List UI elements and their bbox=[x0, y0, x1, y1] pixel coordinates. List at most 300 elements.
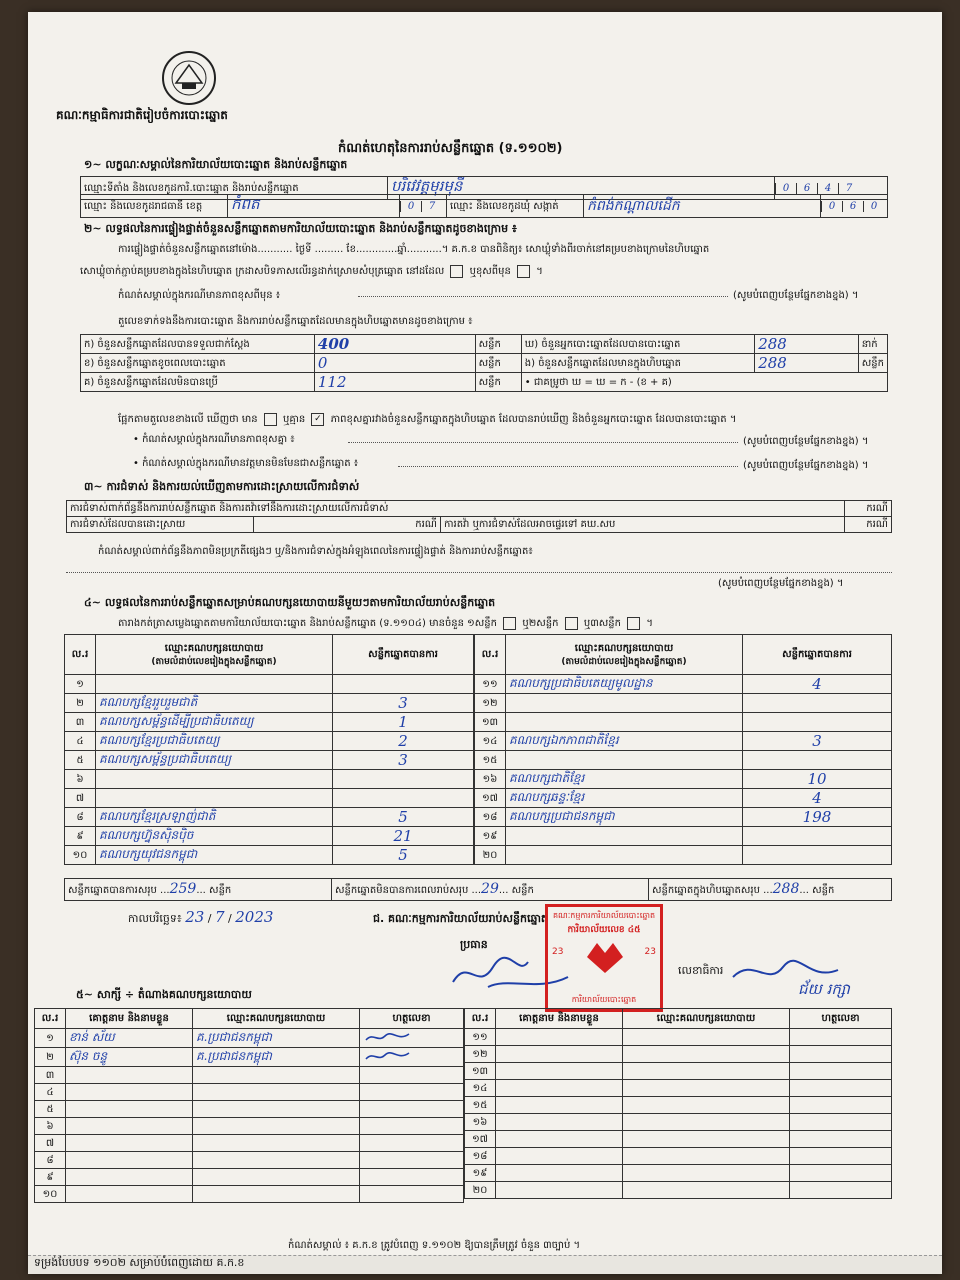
col-no: ល.រ bbox=[475, 635, 506, 675]
col-party bbox=[506, 635, 743, 675]
witness-name-cell bbox=[66, 1048, 193, 1067]
party-cell bbox=[506, 808, 743, 827]
party-cell bbox=[96, 694, 333, 713]
no-difference-checkbox[interactable]: ✓ bbox=[311, 413, 324, 426]
formula-note: • ជាគម្រូថា ឃ = ឃ = ក - (ខ + គ) bbox=[521, 373, 887, 392]
changed-option-label: ឬខុសពីមុន bbox=[469, 266, 511, 277]
witness-name: ខាន់ ស័យ bbox=[69, 1030, 115, 1044]
party-name: គណបក្សសម្ព័ន្ធប្រជាធិបតេយ្យ bbox=[99, 752, 232, 766]
difference-note-2-line bbox=[348, 442, 738, 443]
valid-total-value: 259 bbox=[169, 881, 197, 897]
votes-value: 21 bbox=[393, 827, 413, 845]
col-sign: ហត្ថលេខា bbox=[360, 1009, 464, 1029]
votes-cell bbox=[333, 713, 474, 732]
row-number: ១២ bbox=[475, 694, 506, 713]
row-number: ១៤ bbox=[465, 1080, 496, 1097]
unit-label: សន្លឹក bbox=[209, 885, 232, 896]
party-cell bbox=[506, 789, 743, 808]
witness-row bbox=[465, 1131, 892, 1148]
col-no: ល.រ bbox=[465, 1009, 496, 1029]
col-sign: ហត្ថលេខា bbox=[790, 1009, 892, 1029]
location-code-digit: 0 bbox=[775, 183, 796, 194]
location-code-digit: 6 bbox=[796, 183, 817, 194]
case-label: ករណី bbox=[254, 517, 441, 533]
results-table-right bbox=[474, 634, 892, 865]
two-sheet-checkbox[interactable] bbox=[565, 617, 578, 630]
witness-signature-cell bbox=[360, 1067, 464, 1084]
commune-value: កំពង់កណ្តាលដើក bbox=[587, 197, 680, 214]
party-cell bbox=[96, 808, 333, 827]
party-name: គណបក្សខ្មែរស្រឡាញ់ជាតិ bbox=[99, 809, 216, 823]
witness-name-cell bbox=[66, 1101, 193, 1118]
witness-row bbox=[465, 1165, 892, 1182]
witness-party-cell bbox=[193, 1152, 360, 1169]
date-year: 2023 bbox=[235, 908, 274, 926]
result-row bbox=[65, 827, 474, 846]
result-row bbox=[65, 808, 474, 827]
witness-name: ស៊ុន ចន្ទូ bbox=[69, 1049, 108, 1063]
commune-code-digit: 0 bbox=[821, 201, 842, 212]
row-number: ២០ bbox=[475, 846, 506, 865]
box-total-label: សន្លឹកឆ្នោតក្នុងហិបឆ្នោតសរុប bbox=[652, 885, 760, 896]
party-cell bbox=[506, 846, 743, 865]
result-row bbox=[475, 675, 892, 694]
witness-name-cell bbox=[66, 1118, 193, 1135]
difference-note-label: កំណត់សម្គាល់ក្នុងករណីមានភាពខុសពីមុន ៖ bbox=[118, 290, 281, 301]
votes-cell bbox=[743, 732, 892, 751]
commune-code-digit: 0 bbox=[863, 201, 884, 212]
figure-label: ង) ចំនួនសន្លឹកឆ្នោតដែលមានក្នុងហិបឆ្នោត bbox=[521, 354, 754, 373]
witness-row bbox=[465, 1148, 892, 1165]
party-name: គណបក្សខ្មែរប្រជាធិបតេយ្យ bbox=[99, 733, 220, 747]
result-row bbox=[475, 789, 892, 808]
col-no: ល.រ bbox=[65, 635, 96, 675]
discrepancy-line bbox=[118, 412, 736, 427]
ballot-count-form bbox=[28, 12, 942, 1274]
votes-cell bbox=[333, 694, 474, 713]
section-3-heading: ៣~ ការជំទាស់ និងការយល់ឃើញតាមការដោះស្រាយលើការជំទាស់ bbox=[84, 480, 360, 493]
tally-intro-text: តារាងកត់ត្រាសម្លេងឆ្នោតតាមការិយាល័យបោះឆ្នោត និងរាប់សន្លឹកឆ្នោត (ទ.១១០៤) មានចំនួន ១សន្លឹក bbox=[118, 618, 497, 629]
party-cell bbox=[96, 675, 333, 694]
col-votes: សន្លឹកឆ្នោតបានការ bbox=[743, 635, 892, 675]
committee-label: ជ. គណៈកម្មការការិយាល័យរាប់សន្លឹកឆ្នោត bbox=[373, 912, 548, 925]
witness-party: គ.ប្រជាជនកម្ពុជា bbox=[196, 1049, 272, 1063]
case-label: ករណី bbox=[845, 501, 892, 517]
witness-party-cell bbox=[193, 1048, 360, 1067]
invalid-total: សន្លឹកឆ្នោតមិនបានការពេលរាប់សរុប ...29... សន្លឹក bbox=[332, 879, 649, 901]
date-month: 7 bbox=[215, 908, 225, 926]
witness-party-cell bbox=[623, 1080, 790, 1097]
invalid-total-value: 29 bbox=[481, 881, 499, 897]
resolved-label: ការជំទាស់ដែលបានដោះស្រាយ bbox=[67, 517, 254, 533]
stamp-text-bottom: ការិយាល័យបោះឆ្នោត bbox=[571, 995, 637, 1004]
witness-row bbox=[35, 1067, 464, 1084]
col-party: ឈ្មោះគណបក្សនយោបាយ bbox=[623, 1009, 790, 1029]
row-number: ១ bbox=[65, 675, 96, 694]
result-row bbox=[475, 713, 892, 732]
party-cell bbox=[506, 675, 743, 694]
witness-party-cell bbox=[623, 1029, 790, 1046]
party-cell bbox=[96, 770, 333, 789]
witness-signature-cell bbox=[360, 1152, 464, 1169]
valid-total: សន្លឹកឆ្នោតបានការសរុប ...259... សន្លឹក bbox=[65, 879, 332, 901]
row-number: ៩ bbox=[35, 1169, 66, 1186]
result-row bbox=[65, 713, 474, 732]
unit-label: សន្លឹក bbox=[511, 885, 534, 896]
witness-name-cell bbox=[496, 1029, 623, 1046]
row-number: ១៣ bbox=[465, 1063, 496, 1080]
row-number: ១៥ bbox=[465, 1097, 496, 1114]
unit-label: សន្លឹក bbox=[812, 885, 835, 896]
witness-row bbox=[35, 1152, 464, 1169]
witness-name-cell bbox=[496, 1165, 623, 1182]
votes-cell bbox=[333, 789, 474, 808]
figure-value: 0 bbox=[317, 354, 328, 372]
form-note: កំណត់សម្គាល់ ៖ គ.ក.ខ ត្រូវបំពេញ ទ.១១០២ ឱ្យបានត្រឹមត្រូវ ចំនួន ៣ច្បាប់ ។ bbox=[288, 1240, 581, 1251]
row-number: ១២ bbox=[465, 1046, 496, 1063]
votes-cell bbox=[333, 770, 474, 789]
witness-row bbox=[35, 1084, 464, 1101]
party-name: គណបក្សជាតិខ្មែរ bbox=[509, 771, 585, 785]
witness-name-cell bbox=[496, 1148, 623, 1165]
witness-party-cell bbox=[193, 1169, 360, 1186]
col-party-sub: (តាមលំដាប់លេខរៀងក្នុងសន្លឹកឆ្នោត) bbox=[561, 656, 687, 667]
witness-signature-cell bbox=[790, 1080, 892, 1097]
witness-name-cell bbox=[496, 1080, 623, 1097]
witness-name-cell bbox=[496, 1063, 623, 1080]
witness-signature-cell bbox=[790, 1148, 892, 1165]
no-difference-label: ឬគ្មាន bbox=[283, 414, 306, 425]
figure-label: ឃ) ចំនួនអ្នកបោះឆ្នោតដែលបានបោះឆ្នោត bbox=[521, 335, 754, 354]
figure-label: គ) ចំនួនសន្លឹកឆ្នោតដែលមិនបានប្រើ bbox=[81, 373, 315, 392]
witness-row bbox=[35, 1118, 464, 1135]
witness-signature-cell bbox=[360, 1029, 464, 1048]
witness-signature-cell bbox=[790, 1097, 892, 1114]
witness-signature-cell bbox=[360, 1101, 464, 1118]
party-cell bbox=[506, 827, 743, 846]
witness-row bbox=[35, 1169, 464, 1186]
province-code-digit: 7 bbox=[421, 201, 442, 212]
three-sheet-checkbox[interactable] bbox=[627, 617, 640, 630]
row-number: ១៧ bbox=[475, 789, 506, 808]
figure-value: 112 bbox=[317, 373, 347, 391]
result-row bbox=[65, 846, 474, 865]
non-ballot-note: • កំណត់សម្គាល់ក្នុងករណីមានវត្តមានមិនមែនជាសន្លឹកឆ្នោត ៖ bbox=[133, 458, 359, 469]
results-table-left bbox=[64, 634, 474, 865]
changed-checkbox[interactable] bbox=[517, 265, 530, 278]
secretary-label: លេខាធិការ bbox=[678, 964, 724, 977]
invalid-total-label: សន្លឹកឆ្នោតមិនបានការពេលរាប់សរុប bbox=[335, 885, 469, 896]
date-label: កាលបរិច្ឆេទ៖ bbox=[128, 912, 182, 925]
votes-value: 4 bbox=[812, 675, 822, 693]
secretary-name: ជ័យ រក្សា bbox=[798, 980, 850, 998]
witness-row bbox=[465, 1063, 892, 1080]
nec-emblem-icon bbox=[158, 47, 220, 109]
party-name: គណបក្សប្រជាជនកម្ពុជា bbox=[509, 809, 615, 823]
witness-party-cell bbox=[623, 1046, 790, 1063]
witness-party-cell bbox=[193, 1135, 360, 1152]
party-name: គណបក្សខ្មែររួបរួមជាតិ bbox=[99, 695, 198, 709]
result-row bbox=[65, 751, 474, 770]
tally-intro: តារាងកត់ត្រាសម្លេងឆ្នោតតាមការិយាល័យបោះឆ្នោត និងរាប់សន្លឹកឆ្នោត (ទ.១១០៤) មានចំនួន ១សន្លឹក ឬ២សន្លឹក ឬ៣សន្លឹក ។ bbox=[118, 618, 653, 629]
location-value: បរិវេវត្តមុរមុនី bbox=[391, 177, 463, 195]
witness-name-cell bbox=[496, 1182, 623, 1199]
row-number: ៥ bbox=[35, 1101, 66, 1118]
votes-value: 1 bbox=[398, 713, 408, 731]
witness-signature-cell bbox=[790, 1114, 892, 1131]
verify-line: ការផ្ទៀងផ្ទាត់ចំនួនសន្លឹកឆ្នោតនៅម៉ោង........... ថ្ងៃទី ......... ខែ.............ឆ្នាំ...........។ គ.ក.ខ បានពិនិត្យ៖ សោឃ្លុំទាំងពីរចាក់នៅគម្របខាងក្រោមនៃហិបឆ្នោត bbox=[118, 244, 710, 255]
party-name: គណបក្សឆន្ទៈខ្មែរ bbox=[509, 790, 585, 804]
witness-name-cell bbox=[66, 1029, 193, 1048]
result-row bbox=[475, 846, 892, 865]
province-code-digit: 0 bbox=[400, 201, 421, 212]
row-number: ៦ bbox=[35, 1118, 66, 1135]
witness-row bbox=[35, 1186, 464, 1203]
valid-total-label: សន្លឹកឆ្នោតបានការសរុប bbox=[68, 885, 157, 896]
votes-cell bbox=[333, 827, 474, 846]
result-row bbox=[65, 675, 474, 694]
party-name: គណបក្សហ្វ៊ុនស៊ិនប៉ិច bbox=[99, 828, 194, 842]
votes-cell bbox=[333, 675, 474, 694]
result-row bbox=[65, 770, 474, 789]
party-cell bbox=[96, 751, 333, 770]
figure-unit: សន្លឹក bbox=[858, 354, 887, 373]
row-number: ១១ bbox=[465, 1029, 496, 1046]
location-code-digit: 4 bbox=[817, 183, 838, 194]
col-name: គោត្តនាម និងនាមខ្លួន bbox=[66, 1009, 193, 1029]
party-cell bbox=[96, 846, 333, 865]
witness-signature-cell bbox=[360, 1169, 464, 1186]
witness-party-cell bbox=[623, 1097, 790, 1114]
row-number: ១៦ bbox=[465, 1114, 496, 1131]
party-name: គណបក្សប្រជាធិបតេយ្យមូលដ្ឋាន bbox=[509, 676, 653, 690]
figure-unit: សន្លឹក bbox=[475, 354, 521, 373]
party-cell bbox=[506, 694, 743, 713]
row-number: ១០ bbox=[65, 846, 96, 865]
objection-row-label: ការជំទាស់ពាក់ព័ន្ធនឹងការរាប់សន្លឹកឆ្នោត និងការតវ៉ាទៅនឹងការដោះស្រាយលើការជំទាស់ bbox=[67, 501, 845, 517]
figure-unit: នាក់ bbox=[858, 335, 887, 354]
votes-value: 3 bbox=[398, 751, 408, 769]
witness-signature-cell bbox=[360, 1186, 464, 1203]
votes-value: 4 bbox=[812, 789, 822, 807]
witness-party-cell bbox=[193, 1067, 360, 1084]
witness-name-cell bbox=[496, 1114, 623, 1131]
witness-signature-cell bbox=[790, 1029, 892, 1046]
one-sheet-checkbox[interactable] bbox=[503, 617, 516, 630]
row-number: ២ bbox=[65, 694, 96, 713]
witness-party-cell bbox=[623, 1148, 790, 1165]
figure-value: 400 bbox=[317, 335, 350, 353]
row-number: ៧ bbox=[35, 1135, 66, 1152]
witness-signature-cell bbox=[360, 1135, 464, 1152]
witness-party-cell bbox=[193, 1029, 360, 1048]
figures-table bbox=[80, 334, 888, 392]
witness-name-cell bbox=[66, 1169, 193, 1186]
witness-signature-cell bbox=[790, 1182, 892, 1199]
witness-signature-cell bbox=[360, 1084, 464, 1101]
party-name: គណបក្សឯកភាពជាតិខ្មែរ bbox=[509, 733, 619, 747]
row-number: ៤ bbox=[65, 732, 96, 751]
figures-intro: តួលេខទាក់ទងនឹងការបោះឆ្នោត និងការរាប់សន្លឹកឆ្នោតដែលមានក្នុងហិបឆ្នោតមានដូចខាងក្រោម ៖ bbox=[118, 316, 473, 327]
witness-row bbox=[465, 1029, 892, 1046]
witness-party-cell bbox=[193, 1084, 360, 1101]
witness-row bbox=[465, 1097, 892, 1114]
box-total: សន្លឹកឆ្នោតក្នុងហិបឆ្នោតសរុប ...288... សន្លឹក bbox=[649, 879, 892, 901]
row-number: ១៤ bbox=[475, 732, 506, 751]
section-2-heading: ២~ លទ្ធផលនៃការផ្ទៀងផ្ទាត់ចំនួនសន្លឹកឆ្នោតតាមការិយាល័យបោះឆ្នោត និងរាប់សន្លឹកឆ្នោតដូចខាងក្រោម ៖ bbox=[84, 222, 517, 235]
row-number: ១៦ bbox=[475, 770, 506, 789]
witness-row bbox=[465, 1114, 892, 1131]
votes-value: 10 bbox=[807, 770, 827, 788]
votes-value: 3 bbox=[812, 732, 822, 750]
two-sheet-label: ឬ២សន្លឹក bbox=[522, 618, 559, 629]
col-name: គោត្តនាម និងនាមខ្លួន bbox=[496, 1009, 623, 1029]
chair-label: ប្រធាន bbox=[460, 938, 488, 951]
witness-party-cell bbox=[193, 1118, 360, 1135]
party-cell bbox=[96, 732, 333, 751]
witness-party-cell bbox=[623, 1182, 790, 1199]
votes-cell bbox=[743, 846, 892, 865]
witness-row bbox=[35, 1048, 464, 1067]
footer: ទម្រង់បែបបទ ១១០២ សម្រាប់បំពេញដោយ គ.ក.ខ bbox=[28, 1255, 942, 1274]
witness-signature-cell bbox=[790, 1046, 892, 1063]
witness-table-right bbox=[464, 1008, 892, 1199]
witness-party-cell bbox=[623, 1131, 790, 1148]
three-sheet-label: ឬ៣សន្លឹក bbox=[583, 618, 621, 629]
votes-value: 5 bbox=[398, 808, 408, 826]
province-label: ឈ្មោះ និងលេខកូដរាជធានី ខេត្ត bbox=[81, 195, 228, 218]
difference-note-line bbox=[358, 296, 728, 297]
case-label: ករណី bbox=[845, 517, 892, 533]
witness-party-cell bbox=[623, 1063, 790, 1080]
party-name: គណបក្សយុវជនកម្ពុជា bbox=[99, 847, 198, 861]
party-cell bbox=[506, 751, 743, 770]
discrepancy-text: ផ្អែកតាមតួលេខខាងលើ ឃើញថា មាន bbox=[118, 414, 258, 425]
result-row bbox=[65, 732, 474, 751]
fill-note-4: (សូមបំពេញបន្ថែមផ្នែកខាងខ្នង) ។ bbox=[718, 578, 844, 589]
forwarded-label: ការតវ៉ា ឬការជំទាស់ដែលអាចផ្ទេរទៅ គឃ.សប bbox=[441, 517, 845, 533]
province-value: កំពត bbox=[231, 195, 260, 213]
stamp-num-right: 23 bbox=[644, 947, 656, 957]
witness-party-cell bbox=[623, 1165, 790, 1182]
objections-table bbox=[66, 500, 892, 533]
commune-code-digit: 6 bbox=[842, 201, 863, 212]
witness-row bbox=[465, 1046, 892, 1063]
col-party-title: ឈ្មោះគណបក្សនយោបាយ bbox=[574, 642, 674, 654]
official-stamp bbox=[545, 904, 663, 1012]
col-party bbox=[96, 635, 333, 675]
witness-row bbox=[35, 1029, 464, 1048]
row-number: ៤ bbox=[35, 1084, 66, 1101]
same-checkbox[interactable] bbox=[450, 265, 463, 278]
witness-row bbox=[35, 1135, 464, 1152]
witness-party-cell bbox=[623, 1114, 790, 1131]
col-no: ល.រ bbox=[35, 1009, 66, 1029]
row-number: ៨ bbox=[65, 808, 96, 827]
figure-label: ក) ចំនួនសន្លឹកឆ្នោតដែលបានទទួលជាក់ស្តែង bbox=[81, 335, 315, 354]
irregularity-note: កំណត់សម្គាល់ពាក់ព័ន្ធនឹងភាពមិនប្រក្រតីផ្សេងៗ ឬ/និងការជំទាស់ក្នុងអំឡុងពេលនៃការផ្ទៀងផ្ទាត់ និងការរាប់សន្លឹកឆ្នោត៖ bbox=[98, 546, 533, 557]
witness-signature-cell bbox=[790, 1063, 892, 1080]
party-cell bbox=[506, 770, 743, 789]
stamp-text-mid: ការិយាល័យលេខ ៤៥ bbox=[567, 925, 641, 935]
witness-signature-cell bbox=[360, 1048, 464, 1067]
section-5-heading: ៥~ សាក្សី ÷ តំណាងគណបក្សនយោបាយ bbox=[76, 988, 252, 1001]
result-row bbox=[65, 694, 474, 713]
witness-party-cell bbox=[193, 1101, 360, 1118]
result-row bbox=[475, 827, 892, 846]
witness-party-cell bbox=[193, 1186, 360, 1203]
witness-signature bbox=[363, 1049, 413, 1063]
row-number: ១៩ bbox=[475, 827, 506, 846]
party-cell bbox=[506, 732, 743, 751]
votes-cell bbox=[743, 713, 892, 732]
row-number: ១៥ bbox=[475, 751, 506, 770]
result-row bbox=[475, 694, 892, 713]
figure-unit: សន្លឹក bbox=[475, 335, 521, 354]
row-number: ៦ bbox=[65, 770, 96, 789]
row-number: ១០ bbox=[35, 1186, 66, 1203]
witness-name-cell bbox=[66, 1186, 193, 1203]
row-number: ១៨ bbox=[465, 1148, 496, 1165]
fill-note-3: (សូមបំពេញបន្ថែមផ្នែកខាងខ្នង) ។ bbox=[743, 460, 869, 471]
row-number: ១៣ bbox=[475, 713, 506, 732]
difference-note-2: • កំណត់សម្គាល់ក្នុងករណីមានភាពខុសគ្នា ៖ bbox=[133, 434, 295, 445]
result-row bbox=[475, 732, 892, 751]
org-name: គណៈកម្មាធិការជាតិរៀបចំការបោះឆ្នោត bbox=[56, 108, 228, 122]
box-total-value: 288 bbox=[772, 881, 800, 897]
witness-signature-cell bbox=[790, 1165, 892, 1182]
votes-cell bbox=[333, 751, 474, 770]
row-number: ៣ bbox=[35, 1067, 66, 1084]
votes-value: 2 bbox=[398, 732, 408, 750]
col-party-sub: (តាមលំដាប់លេខរៀងក្នុងសន្លឹកឆ្នោត) bbox=[151, 656, 277, 667]
row-number: ៣ bbox=[65, 713, 96, 732]
row-number: ១៨ bbox=[475, 808, 506, 827]
stamp-emblem-icon bbox=[583, 937, 627, 977]
location-code-digit: 7 bbox=[838, 183, 859, 194]
witness-name-cell bbox=[66, 1135, 193, 1152]
row-number: ៧ bbox=[65, 789, 96, 808]
row-number: ៨ bbox=[35, 1152, 66, 1169]
col-party: ឈ្មោះគណបក្សនយោបាយ bbox=[193, 1009, 360, 1029]
row-number: ១១ bbox=[475, 675, 506, 694]
stamp-num-left: 23 bbox=[552, 947, 564, 957]
row-number: ៩ bbox=[65, 827, 96, 846]
witness-table-left bbox=[34, 1008, 464, 1203]
date-line: កាលបរិច្ឆេទ៖ 23 / 7 / 2023 bbox=[128, 908, 274, 926]
irregularity-line bbox=[66, 572, 892, 573]
votes-cell bbox=[333, 846, 474, 865]
has-difference-checkbox[interactable] bbox=[264, 413, 277, 426]
witness-name-cell bbox=[496, 1046, 623, 1063]
party-cell bbox=[506, 713, 743, 732]
party-name: គណបក្សសម្ព័ន្ធដើម្បីប្រជាធិបតេយ្យ bbox=[99, 714, 254, 728]
seal-line: សោឃ្លុំចាក់ភ្ជាប់គម្របខាងក្នុងនៃហិបឆ្នោត ក្រដាសបិទភាសលើរន្ធដាក់ស្រោមសំបុត្រឆ្នោត នៅដដែល ឬខុសពីមុន ។ bbox=[80, 266, 543, 277]
votes-cell bbox=[743, 751, 892, 770]
row-number: ១៧ bbox=[465, 1131, 496, 1148]
votes-value: 198 bbox=[802, 808, 832, 826]
votes-cell bbox=[743, 808, 892, 827]
witness-name-cell bbox=[496, 1131, 623, 1148]
witness-name-cell bbox=[66, 1152, 193, 1169]
votes-cell bbox=[743, 827, 892, 846]
witness-row bbox=[465, 1080, 892, 1097]
witness-name-cell bbox=[66, 1067, 193, 1084]
row-number: ៥ bbox=[65, 751, 96, 770]
result-row bbox=[475, 770, 892, 789]
figure-label: ខ) ចំនួនសន្លឹកឆ្នោតខូចពេលបោះឆ្នោត bbox=[81, 354, 315, 373]
form-title: កំណត់ហេតុនៃការរាប់សន្លឹកឆ្នោត (ទ.១១០២) bbox=[338, 141, 563, 156]
